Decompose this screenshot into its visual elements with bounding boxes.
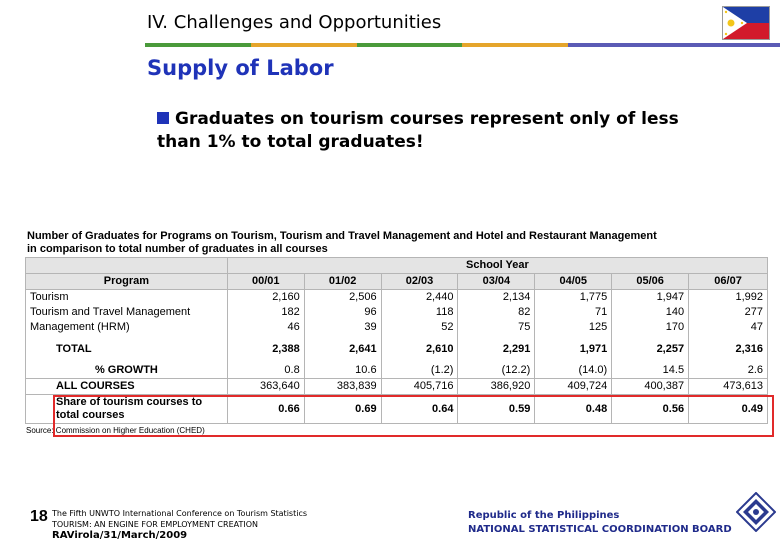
cell: 0.8 [227,363,304,379]
cell: 0.66 [227,395,304,424]
conference-footer [52,508,307,541]
table-header-row [26,274,768,290]
color-bar-segment [568,43,674,47]
cell: 1,947 [612,290,689,306]
total-row [26,335,768,363]
cell: 2,257 [612,335,689,363]
cell: 52 [381,320,458,335]
cell: 2,610 [381,335,458,363]
conference-line: The Fifth UNWTO International Conference on Tourism Statistics [52,509,308,518]
page-number: 18 [30,508,48,525]
table-row [26,290,768,306]
cell: 409,724 [535,379,612,395]
year-header: 04/05 [535,274,612,290]
cell: 1,971 [535,335,612,363]
cell: (1.2) [381,363,458,379]
cell: 2,440 [381,290,458,306]
cell: 0.56 [612,395,689,424]
cell: 2,134 [458,290,535,306]
cell: 96 [304,305,381,320]
section-title: Supply of Labor [147,56,334,80]
program-header: Program [26,274,228,290]
cell: 71 [535,305,612,320]
cell: 140 [612,305,689,320]
header-color-bar [145,43,780,47]
cell: 118 [381,305,458,320]
conference-line: TOURISM: AN ENGINE FOR EMPLOYMENT CREATION [52,520,259,529]
table-row [26,320,768,335]
year-header: 03/04 [458,274,535,290]
bullet-square-icon [157,112,169,124]
table-header-row [26,258,768,274]
color-bar-segment [145,43,251,47]
cell: 405,716 [381,379,458,395]
org-footer [468,509,732,537]
year-header: 01/02 [304,274,381,290]
cell: 14.5 [612,363,689,379]
cell: 1,775 [535,290,612,306]
caption-line: in comparison to total number of graduates in all courses [27,243,328,255]
cell: 2,388 [227,335,304,363]
row-label: Tourism and Travel Management [26,305,228,320]
row-label: % GROWTH [26,363,228,379]
cell: (12.2) [458,363,535,379]
table-row [26,305,768,320]
cell: 170 [612,320,689,335]
cell: 383,839 [304,379,381,395]
slide-header-title: IV. Challenges and Opportunities [147,12,442,33]
cell: 182 [227,305,304,320]
row-label: TOTAL [26,335,228,363]
cell: 473,613 [689,379,768,395]
bullet-point [157,108,717,154]
row-label: Share of tourism courses to total courses [26,395,228,424]
cell: 10.6 [304,363,381,379]
color-bar-segment [674,43,780,47]
cell: 2,160 [227,290,304,306]
row-label: ALL COURSES [26,379,228,395]
cell: 277 [689,305,768,320]
color-bar-segment [462,43,568,47]
source-note: Source: Commission on Higher Education (CHED) [26,426,205,435]
cell: 0.48 [535,395,612,424]
cell: 1,992 [689,290,768,306]
cell: 75 [458,320,535,335]
cell: 2,316 [689,335,768,363]
signature: RAVirola/31/March/2009 [52,530,188,541]
cell: 125 [535,320,612,335]
cell: 2,641 [304,335,381,363]
color-bar-segment [251,43,357,47]
cell: 82 [458,305,535,320]
cell: 0.59 [458,395,535,424]
cell: 0.49 [689,395,768,424]
row-label: Management (HRM) [26,320,228,335]
org-line: Republic of the Philippines [468,510,620,521]
cell: 0.64 [381,395,458,424]
bullet-text: Graduates on tourism courses represent only of less than 1% to total graduates! [157,109,679,152]
year-header: 05/06 [612,274,689,290]
cell: 2.6 [689,363,768,379]
cell: 47 [689,320,768,335]
philippine-flag-icon [722,6,770,40]
org-line: NATIONAL STATISTICAL COORDINATION BOARD [468,524,732,535]
cell: 386,920 [458,379,535,395]
color-bar-segment [357,43,463,47]
header-empty-cell [26,258,228,274]
cell: 400,387 [612,379,689,395]
cell: 46 [227,320,304,335]
year-header: 00/01 [227,274,304,290]
year-header: 02/03 [381,274,458,290]
school-year-header: School Year [227,258,767,274]
nscb-logo-icon [736,492,776,532]
row-label: Tourism [26,290,228,306]
cell: 0.69 [304,395,381,424]
growth-row [26,363,768,379]
cell: 2,506 [304,290,381,306]
cell: 2,291 [458,335,535,363]
table-caption [27,230,657,256]
cell: (14.0) [535,363,612,379]
caption-line: Number of Graduates for Programs on Tourism, Tourism and Travel Management and Hotel and Restaurant Management [27,230,657,242]
cell: 39 [304,320,381,335]
year-header: 06/07 [689,274,768,290]
cell: 363,640 [227,379,304,395]
all-courses-row [26,379,768,395]
